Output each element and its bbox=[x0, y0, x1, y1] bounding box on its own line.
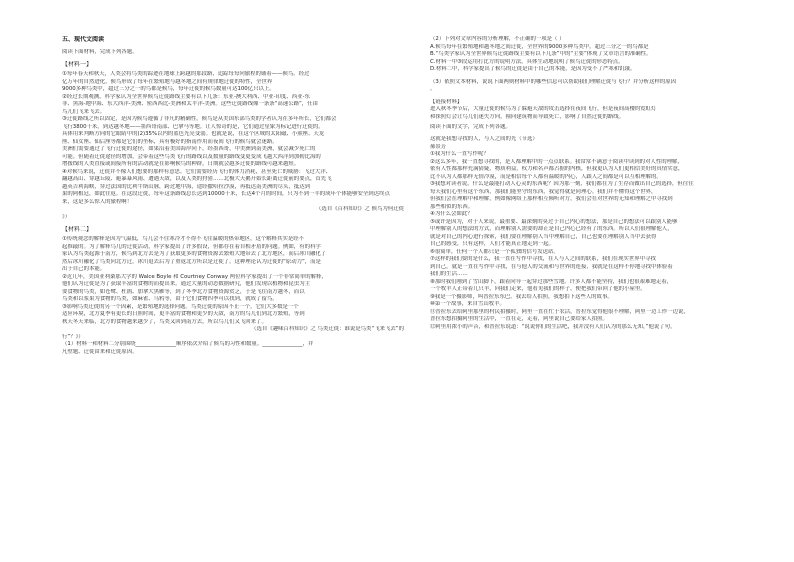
story-line: 那些相似的东西。 bbox=[430, 203, 474, 210]
material1-line: ②经过长期观测，科学家认为全世界候鸟迁徙路线主要有以下几条：东亚-澳大利西、中亚-印度、西亚-东 bbox=[62, 93, 310, 100]
story-line: 就是对自己的内心进行探索，我们要在理解别人当中理解自己，自己也要在理解别人当中去获得 bbox=[430, 233, 657, 240]
story-line: ⑥很简单，任何一个人都只是一个孤独的信号发送站。 bbox=[430, 248, 559, 255]
story-line: 但我们会在理解中和理解，例如像网络上那样相互倾听对方，我们会在对世界的无知和理解之中寻找到 bbox=[430, 196, 673, 202]
story-line: ⑩第一个故事，来自雪山牧羊。 bbox=[430, 301, 505, 307]
story-line: ⑧那时我们刚到了雪山脚下，跟着向导一起穿过那些雪地。许多人都不能坚持，我们也很艰难地走着， bbox=[430, 278, 673, 285]
material2-source-tail: 行”？》） bbox=[62, 333, 84, 340]
material1-body bbox=[62, 71, 408, 206]
story-line: ④为什么会如此？ bbox=[430, 211, 473, 217]
material1-line: 鸟儿们飞来飞去。 bbox=[62, 108, 106, 115]
material2-line: ②近几年，美国亚利桑那大学的 Walce Boyle 和 Courtney Conway 两位科学家提出了一个非常简单的解释， bbox=[62, 273, 327, 280]
material1-line: 非、黑海-地中海、东大西洋-美洲、密西西比-美洲和太平洋-美洲。这些迁徙路线像一条条“高速公路”，任由 bbox=[62, 101, 318, 107]
material1-line: 美洲们需要通过了飞行迁徙的途径，如果沿着美国海岸向下，经墨西哥，中美洲到南美洲，就会减少死亡的 bbox=[62, 146, 316, 152]
material1-line: 具体用来判断方向的它眼睛中的(2)35%以内的蓝色光亮变弱。也就是说，在这个区域的太阳磁、小熊座、天龙 bbox=[62, 131, 325, 137]
story-body bbox=[430, 151, 768, 331]
material1-title: 【材料一】 bbox=[62, 61, 93, 68]
story-line: ⑫阿里用浓小的声音，和普拉东说道：“说说你们的生活吧，我并没有人们认为的那么无知，”他说了句， bbox=[430, 323, 676, 330]
link-material-body bbox=[430, 106, 768, 121]
instruction-2: 阅读下面的文字，完成下列各题。 bbox=[430, 123, 511, 130]
material1-line: ③迁徙路线之所以固定，是因为候鸟遵循了非凡的精确性。候鸟是从美国东部鸟类的学者认为在多年所长，它们都会 bbox=[62, 116, 337, 122]
question-1-line-2: 凡壁题、迁徙由来和迁徙原因。 bbox=[62, 348, 138, 355]
material2-line: 起推敲的。为了解释鸟儿的迁徙活动，科学家提出了许多假设，但都存在着自相矛盾的问题。例如，有的科学 bbox=[62, 243, 321, 250]
story-line: 自己的感受，只有这样，人们才能真正地走到一起。 bbox=[430, 241, 554, 247]
material1-line: 座、仙女座、仙后座等都是它们的坐标，具有极好的指南作用而夜间飞行的候鸟就会迷路。 bbox=[62, 138, 278, 145]
left-column bbox=[62, 36, 408, 356]
story-line: ③我想对读者说，什么是最能打动人心灵的东西呢？因为那一刻，我们都在为了生存而做出自己的选择，但往往 bbox=[430, 181, 694, 187]
question-3-line-1: （3）依照文本材料，说说下面两则材料中的哪些信息可以帮助我们理解迁徙与飞行？并分析这样的原因 bbox=[430, 78, 677, 85]
question-3-line-2: 。 bbox=[430, 86, 436, 92]
material2-line: ③影响鸟类迁徙的另一个因素，是繁殖地的选择问题。鸟类迁徙的原因不止一个，它们大多数是一个 bbox=[62, 303, 299, 310]
material1-line: 果的阿根廷，如此往返。在这段迁徙，每年这条路线总长达到10000千米，长达4个月的时间，只为不到一半的成年个体能够安全到达终点 bbox=[62, 191, 390, 197]
question-2-options bbox=[430, 44, 768, 74]
question-2-option-line: C.材料一中③段运用打比方的说明方法，具体生动地说明了候鸟迁徙的形态特点。 bbox=[430, 58, 624, 65]
material1-line: 可能。但随着迁徙途径的增加，会带着这些鸟类飞行的路线以及数量的路线变更变成飞越大西洋到加勒比海的 bbox=[62, 153, 321, 160]
material1-line: 来，这是多么惊人的旅程啊！ bbox=[62, 198, 133, 205]
story-line: 普拉东想拍摄阿里的生活中，一直在走，走着，阿里说自己要给家人拍照。 bbox=[430, 316, 608, 322]
story-line: 每天我们心里有这个东西，那我们能坚守的东西，我觉得就是同理心。我们并不懂得这个世界， bbox=[430, 188, 657, 195]
story-line: 依有人性都那样充满猜疑，物质利益，权力和名声都占据的内核，但我更认为人们更相信美好的真情实意， bbox=[430, 166, 684, 172]
story-author: 郝景芳 bbox=[430, 143, 447, 150]
material1-line: 亿万年的自然进化，候鸟形成了每年在繁殖地与越冬地之间有规律地迁徙的特性，全世界 bbox=[62, 78, 273, 85]
story-line: ⑨我是一个摄影师，叫普拉东东巴。我去给人拍照，我想拍下这些人的故事。 bbox=[430, 293, 613, 300]
link-material-title: 【链接材料】 bbox=[430, 98, 463, 105]
material2-line: 出于自己的本能。 bbox=[62, 266, 106, 272]
material1-line: ①每年春天和秋天，人类会将鸟类的踪迹在地球上跨越的那段路，追踪每每向旅程的铺着——候鸟。经过 bbox=[62, 71, 310, 77]
material2-line: 他们认为迁徙是为了获取丰富的食物的而提出来。通过大量的动态数据研究，他们发现以植物和昆虫为主 bbox=[62, 281, 310, 287]
story-heading: 这就是我想寻找的人，与人之间的光（节选） bbox=[430, 136, 538, 142]
material2-line: 要食物的鸟类，如苍鹭、杜鹃、加拿大黑雁等，到了冬季北方食物资源贫乏，于是飞往南方越冬，而以 bbox=[62, 288, 305, 295]
story-line: ①我为什么一直写作呢？ bbox=[430, 151, 489, 157]
question-2-option-line: A.候鸟每年在繁殖地和越冬地之间迁徙，全世界的9000多种鸟类中，超过三分之一的鸟都是 bbox=[430, 43, 649, 50]
material2-body bbox=[62, 236, 408, 326]
story-line: 中理解别人的想法的方式，而理解别人需要的却正是自己内心已经有了的东西。所以人们很理解他人， bbox=[430, 226, 673, 232]
story-line: 到自己，就是一直在写作中寻找，在与他人的交流和与世界的连接，我就是在这样不停地寻找中体验着 bbox=[430, 263, 673, 270]
story-line: 我们的生活…… bbox=[430, 271, 468, 277]
material1-line: ④对候鸟来说，迁徙并不像人们想要的那样有意思。它们需要经历飞行的体力消耗，甚至死亡的威胁：飞过大洋、 bbox=[62, 168, 331, 175]
material1-line: 增援线的人类直接或间接所有的活动就是在影响候鸟的种群，日期就会越多迁徙的路线可越来越短。 bbox=[62, 161, 300, 167]
question-1-line-1: （1）材料一和材料二分别围绕_______________顺序依次介绍了候鸟的习性和数量。_______________，并 bbox=[62, 341, 314, 347]
section-title: 五、现代文阅读 bbox=[62, 36, 105, 43]
story-line: ②这么多年，我一直想寻找的，是人都理解中的一点点联系。我常常不满意于阅读中读到的对人性的理解， bbox=[430, 158, 683, 165]
story-line: ⑦这样的我们要的是什么，我一直在写作中寻找，在人与人之间的联系，我们在现实世界中寻找 bbox=[430, 256, 656, 262]
material2-line: ①传统观念的解释是因为气温低，鸟儿会不住寒冷才不得不飞往温暖的热带地区，这个解释其实是经不 bbox=[62, 236, 305, 242]
story-line: 比不认为人都那样无情冷漠，而是相信每个人都有温暖的内心，人跟人之间都是可以互相理解的。 bbox=[430, 173, 662, 180]
material2-line: 然后冰川融化了鸟类向北方迁，冰川退去后为了重返北方所以是迁徙了。这种理论认为迁徙的“原动力”，而是 bbox=[62, 258, 321, 265]
material1-line: 飞行3800千米，到达越冬地——墨西哥南部、巴拿马等地。让人惊奇的是，它们通过星象为标记进行迁徙的。 bbox=[62, 123, 324, 130]
material1-source-tail: 》） bbox=[62, 213, 71, 220]
link-material-line: 进入秋冬季节后，大量迁徙的候鸟为了躲避天敌的攻击选择在夜间飞行，但是夜间高楼的霓虹灯 bbox=[430, 106, 657, 112]
material1-line: 越英吉利海峡，穿过法国的比利牛斯山脉，跨过地中海，途经撒哈拉沙漠，再抵达南美洲的尽头，抵达到 bbox=[62, 183, 310, 190]
material2-line: 秋天冬天来临，北方的食物越来越少了，鸟类又回到南方去，所以鸟儿们又飞回来了。 bbox=[62, 318, 267, 325]
question-2-option-line: B.“鸟类学家认为全世界候鸟迁徙路线主要有以下几条”中的“主要”体现了文章语言的准确性。 bbox=[430, 51, 652, 57]
material2-line: 家认为鸟类起源于南方，候鸟到北方去是为了获取更多的食物资源去繁殖大地带去了北方地区，而后冰川融化了 bbox=[62, 251, 327, 257]
question-2-title: （2）下列对文章内容的分析理解，不正确的一项是（ ） bbox=[430, 36, 565, 42]
instruction: 阅读下面材料，完成下列各题。 bbox=[62, 48, 138, 55]
question-2-option-line: D.材料二中，科学家提出了候鸟的迁徙是由于自己的本能，是因为受不了严寒和饥饿。 bbox=[430, 66, 636, 72]
right-column bbox=[430, 36, 768, 331]
material2-line: 鸟类和以浆果为食物的鸟类，如麻雀、乌鸦等，由于它们食物四季可以找到，就成了留鸟。 bbox=[62, 296, 278, 302]
material2-title: 【材料二】 bbox=[62, 226, 93, 233]
material1-line: 翻越高山、穿越丘陵、避暴暴风雨、遭遇天敌，以及人类的狩猎……北极大天鹅开始长距离迁徙前的要点，首先飞 bbox=[62, 176, 332, 182]
story-line: ⑪普拉东去给阿里那里的村民拍摄时，阿里一直在忙于农活，普拉东觉得他很不理解，阿里一边工作一边说， bbox=[430, 308, 689, 315]
material1-source: （选自《百科知识》之 候鸟为何迁徙 bbox=[316, 206, 404, 212]
material2-source: （选自《趣味百科知识》之 鸟类迁徙：谁说是鸟类“飞来飞去”的 bbox=[251, 326, 404, 332]
story-line: 一个牧羊人正带着几只羊，向我们走来，他看见我们的样子，便把我们带回了他的小屋里。 bbox=[430, 286, 646, 292]
material1-line: 9000多种鸟类中，超过三分之一的鸟都是候鸟，每年迁徙的候鸟数量可达100亿只以上。 bbox=[62, 86, 275, 92]
story-line: ⑤或许是因为，对于人来说，最重要、最深刻的莫过于自己内心的想法，那是自己的想法可以跟别人能够 bbox=[430, 218, 678, 225]
link-material-line: 和探照灯会让鸟儿们迷失方向，撞向建筑物而导致死亡，影响了自然迁徙的路线。 bbox=[430, 113, 625, 120]
material2-line: 适应环境，北方夏季有更长的日照时间，更丰富的食物和更少的天敌，南方的鸟儿们到北方繁殖，等到 bbox=[62, 311, 305, 317]
